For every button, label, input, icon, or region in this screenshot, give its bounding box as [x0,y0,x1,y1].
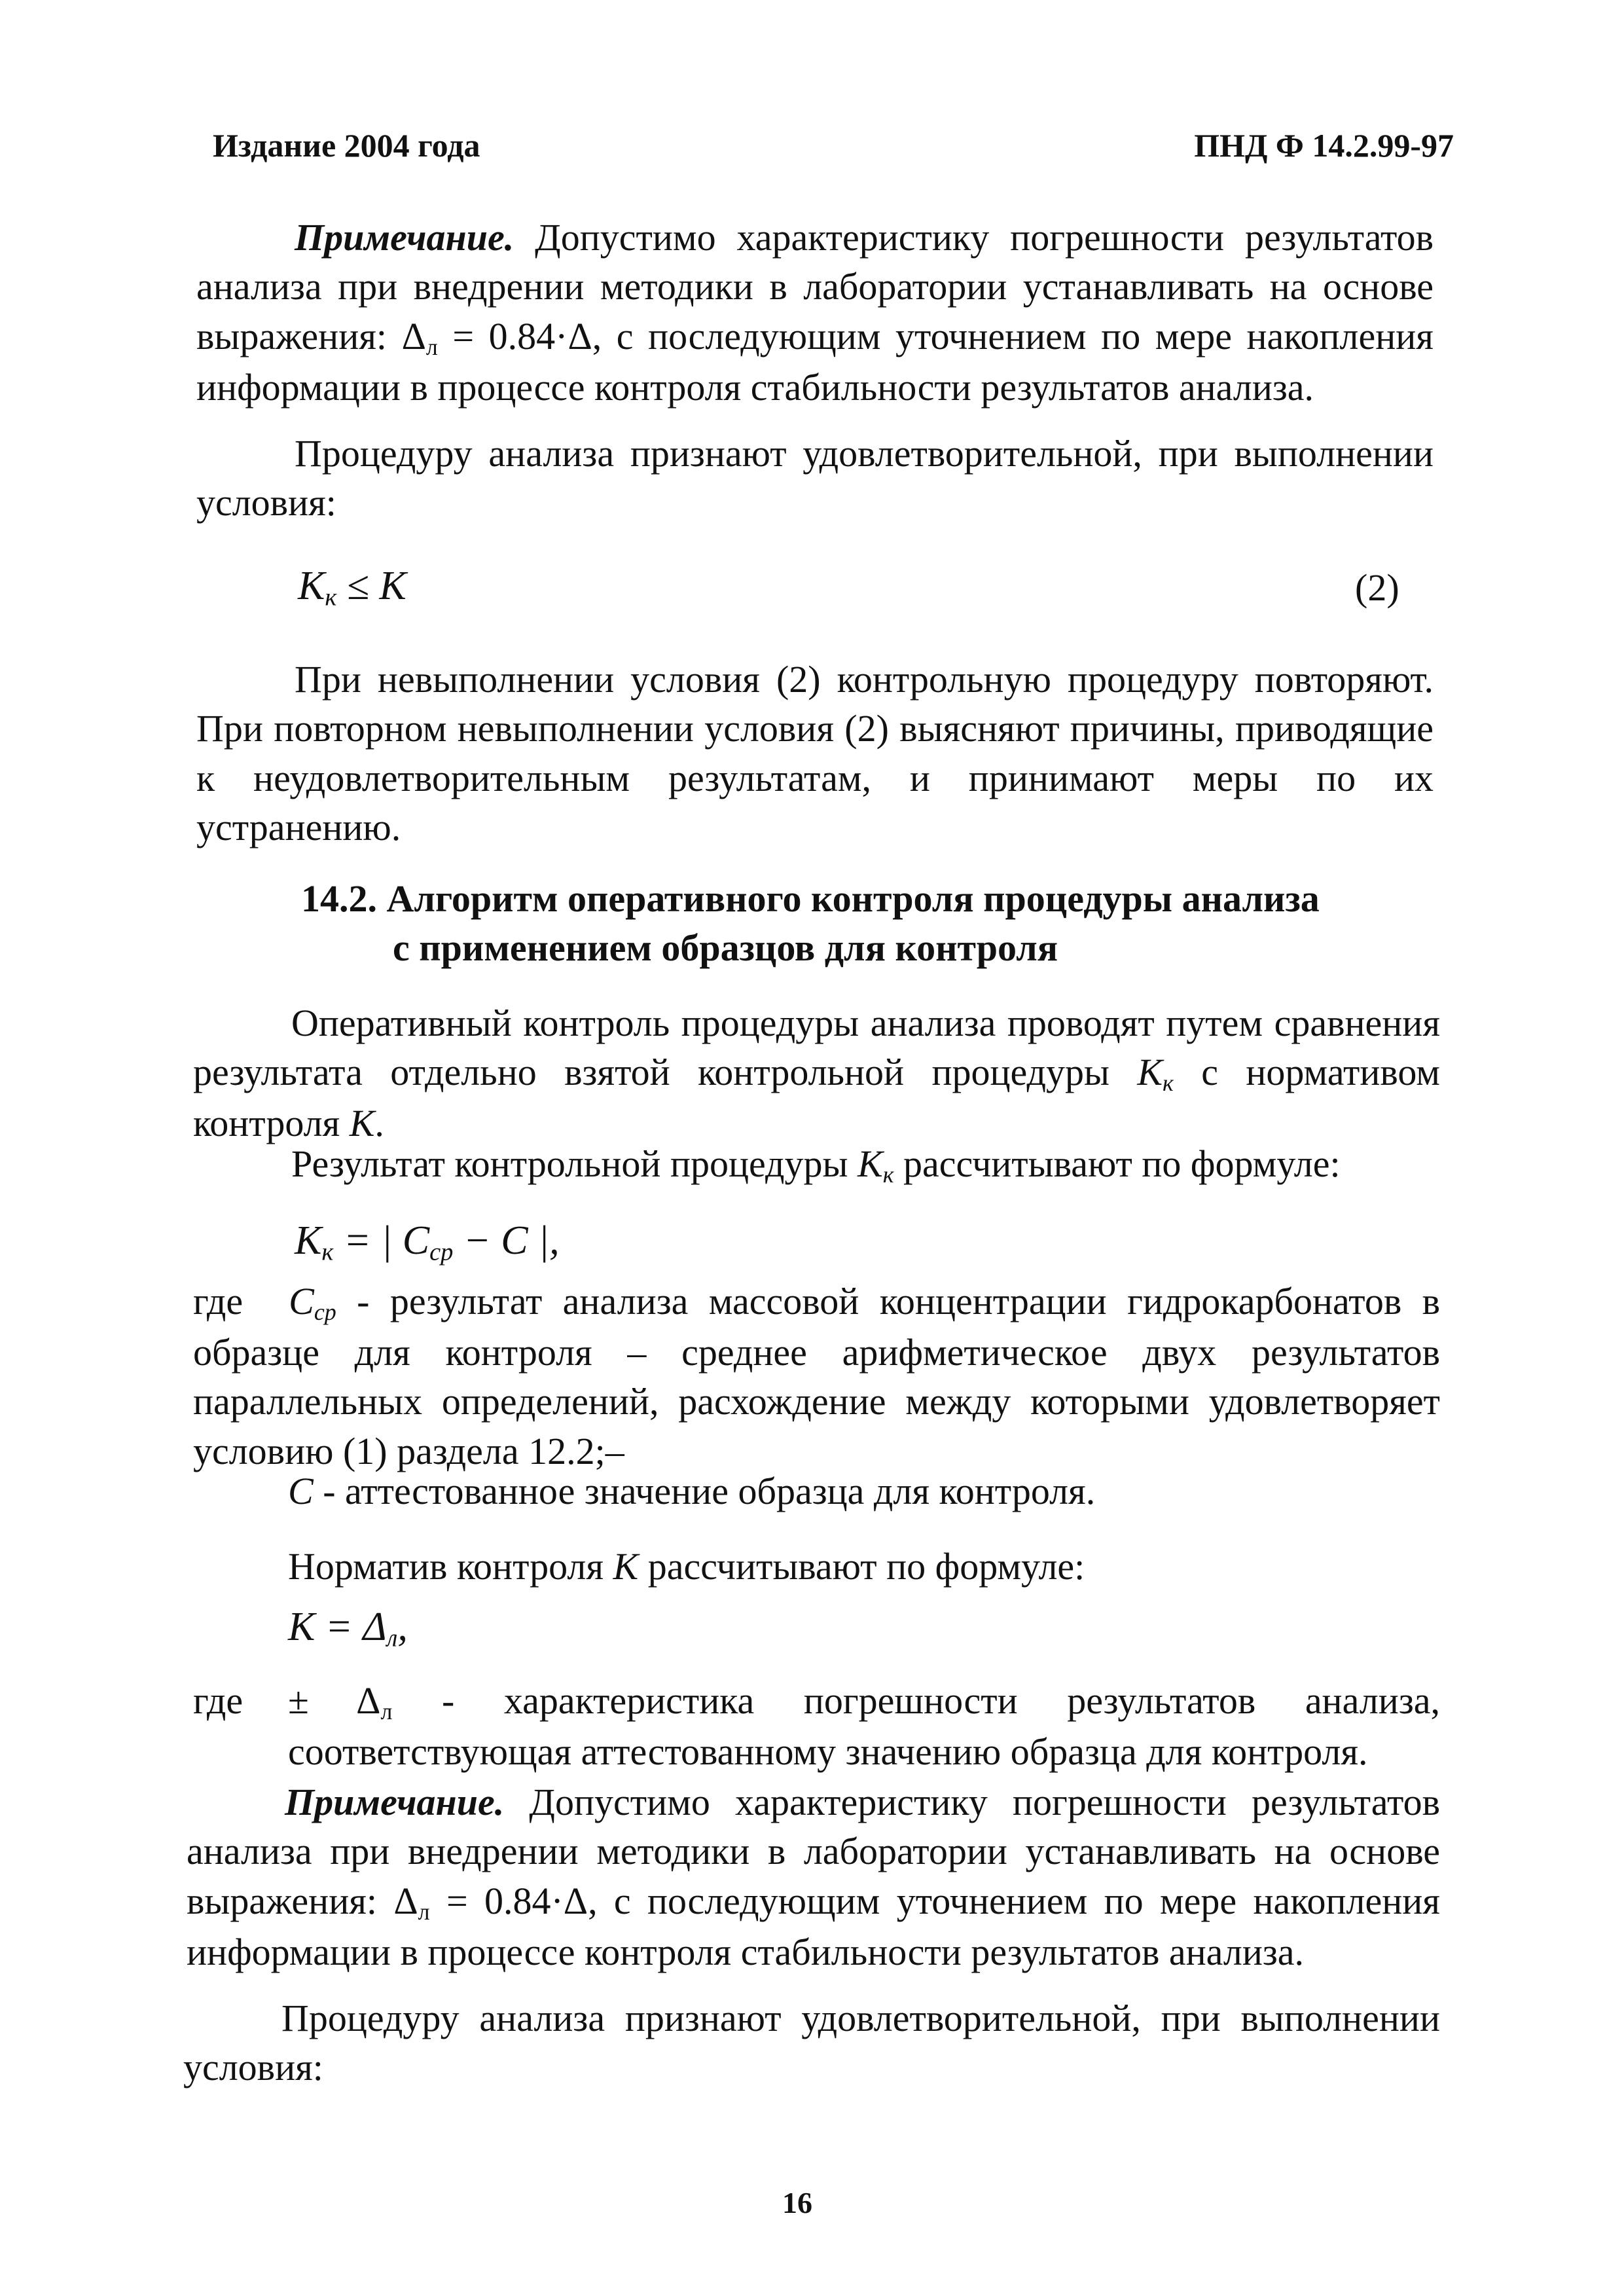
eq3-c-sub: ср [429,1238,454,1266]
section-heading-line-2: с применением образцов для контроля [393,926,1058,969]
note-label: Примечание. [295,216,514,259]
note-subscript: л [425,333,438,360]
control-text-c: . [374,1102,384,1145]
where-c2: C [288,1470,314,1512]
page-number: 16 [782,2186,812,2219]
eq3-rest: − C |, [453,1218,560,1263]
eq3-eq: = | [333,1218,403,1263]
eq3-k-sub: к [321,1238,334,1266]
equation-2-number: (2) [1355,566,1399,609]
eq3-k: K [295,1218,322,1263]
where-c: C [289,1280,314,1322]
result-kk: K [857,1142,883,1185]
eq4-k: K [288,1605,316,1649]
condition-text-2: Процедуру анализа признают удовлетворительной, при выполнении условия: [183,1997,1440,2089]
eq2-k-sub: к [325,583,337,611]
note2-subscript: л [418,1898,430,1925]
condition-paragraph-1 [196,429,1434,528]
control-text-a: Оперативный контроль процедуры анализа проводят путем сравнения результата отдельно взятой контрольной процедуры [193,1002,1440,1094]
where-c-sub: ср [314,1298,336,1325]
where-word: где [193,1280,244,1322]
result-formula-paragraph [193,1139,1440,1190]
control-text-b: с нормативом контроля [193,1051,1441,1145]
repeat-text: При невыполнении условия (2) контрольную процедуру повторяют. При повторном невыполнении условия (2) выясняют причины, приводящие к неудовлетворительным результатам, и принимают меры по их устранению. [196,658,1434,849]
result-text-b: рассчитывают по формуле: [893,1142,1341,1185]
equation-2 [298,560,406,615]
equation-kk [295,1214,560,1269]
eq2-k: K [298,564,325,608]
repeat-paragraph [196,655,1434,852]
norm-text-b: рассчитывают по формуле: [638,1545,1085,1588]
note2-text-b: = 0.84·Δ, с последующим уточнением по мере накопления информации в процессе контроля стабильности результатов анализа. [187,1879,1440,1973]
result-text-a: Результат контрольной процедуры [291,1142,857,1185]
note2-label: Примечание. [285,1781,505,1823]
control-kk-sub: к [1163,1070,1174,1097]
section-heading-line-1: 14.2. Алгоритм оперативного контроля процедуры анализа [301,877,1320,920]
condition-paragraph-2 [183,1994,1440,2092]
where-text: - результат анализа массовой концентрации гидрокарбонатов в образце для контроля – среднее арифметическое двух результатов параллельных определений, расхождение между которыми удовлетворяет условию (1) раздела 12.2; [193,1280,1440,1472]
result-kk-sub: к [882,1161,894,1188]
where2-text: - характеристика погрешности результатов анализа, соответствующая аттестованному значению образца для контроля. [288,1679,1440,1773]
where-definition-2 [288,1676,1440,1776]
eq4-sub: л [386,1624,398,1652]
where2-delta: ± Δ [288,1679,381,1722]
edition-label: Издание 2004 года [213,127,480,164]
equation-norm [288,1601,408,1656]
note-paragraph-1 [196,213,1434,412]
where-definition-1b [288,1467,1440,1516]
where-definition-1 [193,1277,1440,1476]
where2-delta-sub: л [380,1698,393,1724]
norm-text-a: Норматив контроля [288,1545,613,1588]
where-word-2: где [193,1679,244,1722]
eq4-eq: = Δ [315,1605,387,1649]
control-k: K [349,1102,375,1145]
where-mark: – [605,1429,624,1472]
eq2-rest: ≤ K [336,564,406,608]
where-text-2: - аттестованное значение образца для контроля. [313,1470,1096,1512]
note-text-b: = 0.84·Δ, с последующим уточнением по мере накопления информации в процессе контроля стабильности результатов анализа. [196,314,1434,409]
norm-k: K [613,1545,639,1588]
control-kk: K [1137,1051,1163,1094]
condition-text: Процедуру анализа признают удовлетворительной, при выполнении условия: [196,432,1434,524]
eq3-c: C [402,1218,430,1263]
control-paragraph [193,998,1440,1148]
norm-paragraph [288,1542,1440,1591]
eq4-end: , [397,1605,408,1649]
note-paragraph-2 [187,1777,1440,1977]
document-code: ПНД Ф 14.2.99-97 [1194,127,1454,164]
note-text-a: Допустимо характеристику погрешности результатов анализа при внедрении методики в лаборатории устанавливать на основе выражения: Δ [196,216,1434,357]
note2-text-a: Допустимо характеристику погрешности результатов анализа при внедрении методики в лаборатории устанавливать на основе выражения: Δ [187,1781,1440,1922]
